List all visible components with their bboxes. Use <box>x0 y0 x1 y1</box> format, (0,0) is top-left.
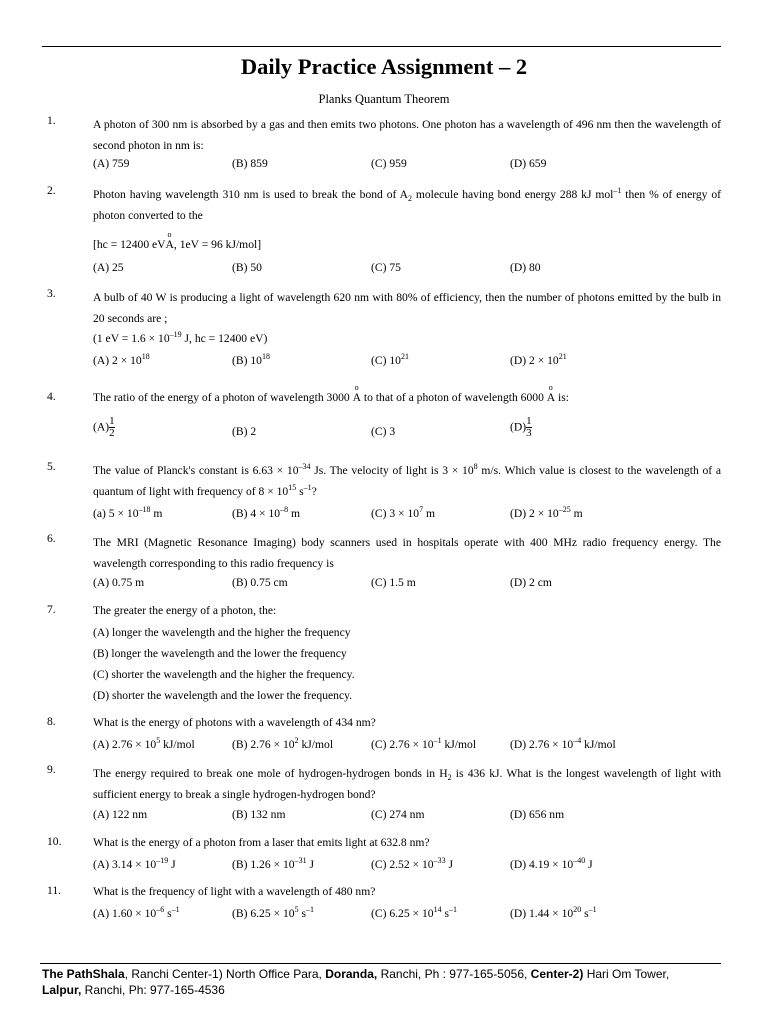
choice-a: (A) longer the wavelength and the higher the frequency <box>93 626 351 639</box>
option-b: (B) $2.76 \times 10^2$ kJ/mol <box>232 736 334 751</box>
option-d: (D) $4.19 \times 10^{-40}$ J <box>510 856 593 871</box>
option-b: (B) $4 \times 10^{-8}$ m <box>232 505 301 520</box>
option-c: (C) $2.76 \times 10^{-1}$ kJ/mol <box>371 736 477 751</box>
option-a: (A) $\frac{1}{2}$ <box>93 415 115 439</box>
top-rule <box>42 46 721 47</box>
option-c: (C) 3 <box>371 425 396 438</box>
options-row <box>93 737 721 755</box>
option-c: (C) 959 <box>371 157 407 170</box>
option-d: (D) 2 cm <box>510 576 552 589</box>
option-c: (C) 1.5 m <box>371 576 416 589</box>
option-c: (C) $3 \times 10^7$ m <box>371 505 436 520</box>
option-a: (A) $2.76 \times 10^5$ kJ/mol <box>93 736 195 751</box>
option-b: (B) 50 <box>232 261 262 274</box>
question-hint: [hc = 12400 eV o A, 1eV = 96 kJ/mol] <box>93 230 262 251</box>
option-a: (A) $3.14 \times 10^{-19}$ J <box>93 856 176 871</box>
option-b: (B) 2 <box>232 425 257 438</box>
question-number: 1. <box>47 114 56 127</box>
option-b: (B) 132 nm <box>232 808 286 821</box>
question-text: The value of Planck's constant is $6.63 \times 10^{-34}$ Js. The velocity of light is $3 \times 10^8$ m/s. Which value is closest to the wavelength of a quantum of light with frequency of $8 \times 10^{15}$ $s^{-1}$? <box>93 462 721 498</box>
choice-d: (D) shorter the wavelength and the lower the frequency. <box>93 689 353 702</box>
question-number: 9. <box>47 763 56 776</box>
page-subtitle: Planks Quantum Theorem <box>318 92 450 106</box>
question-text: A photon of 300 nm is absorbed by a gas and then emits two photons. One photon has a wavelength of 496 nm then the wavelength of second photon in nm is: <box>93 118 721 152</box>
option-c: (C) 75 <box>371 261 401 274</box>
option-d: (D) 80 <box>510 261 541 274</box>
option-d: (D) $1.44 \times 10^{20}$ $s^{-1}$ <box>510 905 597 920</box>
footer-address: The PathShala, Ranchi Center-1) North Office Para, Doranda, Ranchi, Ph : 977-165-5056, Center-2) Hari Om Tower, Lalpur, Ranchi, Ph: 977-165-4536 <box>42 967 670 997</box>
question-text: The ratio of the energy of a photon of wavelength 3000 o A to that of a photon of wavelength 6000 o A is: <box>93 383 570 404</box>
question-text: Photon having wavelength 310 nm is used to break the bond of $A_2$ molecule having bond energy 288 kJ mol$^{-1}$ then % of energy of photon converted to the <box>93 186 722 222</box>
option-a: (A) 25 <box>93 261 124 274</box>
option-c: (C) $10^{21}$ <box>371 352 409 367</box>
question-text: A bulb of 40 W is producing a light of wavelength 620 nm with 80% of efficiency, then the number of photons emitted by the bulb in 20 seconds are ; <box>93 291 721 325</box>
fraction: $\frac{1}{3}$ <box>526 415 532 439</box>
question-number: 11. <box>47 884 62 897</box>
question-text: The energy required to break one mole of hydrogen-hydrogen bonds in $H_2$ is 436 kJ. What is the longest wavelength of light with sufficient energy to break a single hydrogen-hydrogen bond? <box>93 767 721 801</box>
option-d: (D) $\frac{1}{3}$ <box>510 415 532 439</box>
option-a: (A) 122 nm <box>93 808 148 821</box>
question-text: What is the frequency of light with a wavelength of 480 nm? <box>93 885 376 898</box>
option-b: (B) $6.25 \times 10^5$ $s^{-1}$ <box>232 905 314 920</box>
option-b: (B) 0.75 cm <box>232 576 288 589</box>
options-row <box>93 353 721 371</box>
question-number: 8. <box>47 715 56 728</box>
page-title: Daily Practice Assignment – 2 <box>240 54 528 79</box>
options-row <box>93 156 721 174</box>
option-d: (D) $2 \times 10^{21}$ <box>510 352 567 367</box>
option-a: (a) $5 \times 10^{-18}$ m <box>93 505 163 520</box>
question-number: 3. <box>47 287 56 300</box>
question-number: 6. <box>47 532 56 545</box>
question-hint: (1 eV = $1.6 \times 10^{-19}$ J, hc = 12400 eV) <box>93 330 268 345</box>
option-d: (D) $2 \times 10^{-25}$ m <box>510 505 583 520</box>
option-d: (D) 659 <box>510 157 547 170</box>
option-d: (D) $2.76 \times 10^{-4}$ kJ/mol <box>510 736 616 751</box>
question-number: 10. <box>47 835 62 848</box>
choice-b: (B) longer the wavelength and the lower the frequency <box>93 647 347 660</box>
option-a: (A) $1.60 \times 10^{-6}$ $s^{-1}$ <box>93 905 180 920</box>
fraction: $\frac{1}{2}$ <box>109 415 115 439</box>
question-text: The greater the energy of a photon, the: <box>93 604 277 617</box>
option-b: (B) $10^{18}$ <box>232 352 270 367</box>
option-d: (D) 656 nm <box>510 808 565 821</box>
option-b: (B) $1.26 \times 10^{-31}$ J <box>232 856 314 871</box>
options-row <box>93 807 721 825</box>
options-row <box>93 260 721 278</box>
options-row <box>93 575 721 593</box>
question-number: 5. <box>47 460 56 473</box>
choice-c: (C) shorter the wavelength and the higher the frequency. <box>93 668 355 681</box>
footer-rule <box>40 963 721 964</box>
question-text: The MRI (Magnetic Resonance Imaging) body scanners used in hospitals operate with 400 MHz radio frequency energy. The wavelength corresponding to this radio frequency is <box>93 536 721 570</box>
question-number: 4. <box>47 390 56 403</box>
option-b: (B) 859 <box>232 157 268 170</box>
option-a: (A) 0.75 m <box>93 576 145 589</box>
question-number: 7. <box>47 603 56 616</box>
option-a: (A) $2 \times 10^{18}$ <box>93 352 150 367</box>
option-a: (A) 759 <box>93 157 130 170</box>
option-c: (C) $6.25 \times 10^{14}$ $s^{-1}$ <box>371 905 457 920</box>
question-text: What is the energy of photons with a wavelength of 434 nm? <box>93 716 376 729</box>
option-c: (C) 274 nm <box>371 808 425 821</box>
options-row <box>93 506 721 524</box>
options-row <box>93 906 721 924</box>
question-text: What is the energy of a photon from a laser that emits light at 632.8 nm? <box>93 836 430 849</box>
option-c: (C) $2.52 \times 10^{-33}$ J <box>371 856 453 871</box>
question-number: 2. <box>47 184 56 197</box>
options-row <box>93 857 721 875</box>
options-row <box>93 416 721 450</box>
